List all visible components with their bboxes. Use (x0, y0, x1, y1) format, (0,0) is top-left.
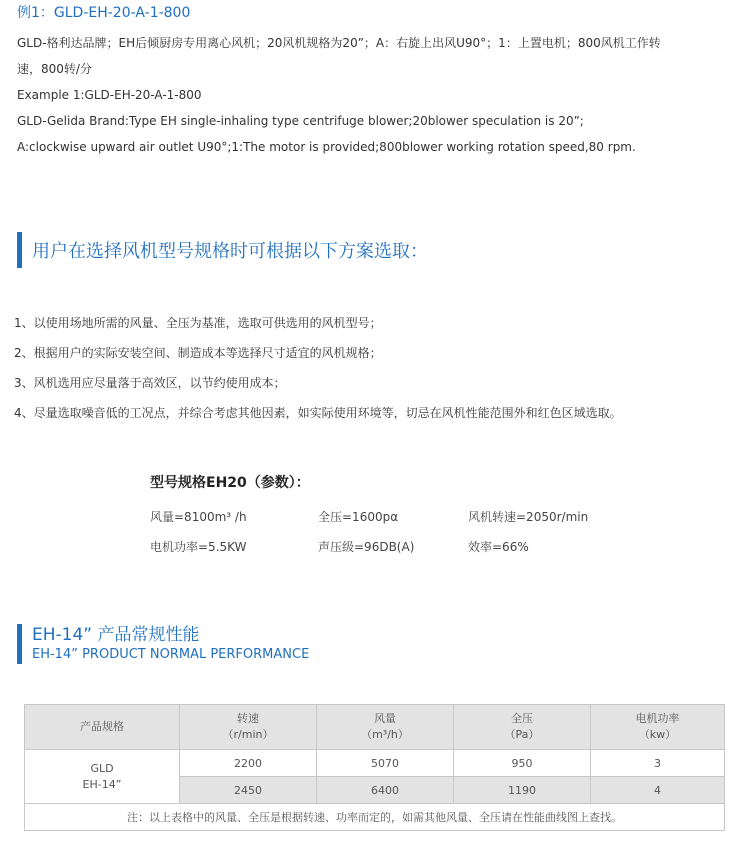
cell-speed: 2450 (180, 777, 317, 804)
performance-table (24, 704, 725, 831)
param-efficiency: 效率=66% (468, 540, 529, 554)
table-header-row (25, 705, 725, 750)
param-airflow: 风量=8100m³ /h (150, 510, 247, 524)
selection-heading-text: 用户在选择风机型号规格时可根据以下方案选取： (32, 241, 428, 262)
params-row (150, 532, 588, 562)
heading-accent-bar (17, 232, 22, 268)
header-pressure: 全压 （Pa） (454, 705, 591, 750)
rule-item: 4、尽量选取噪音低的工况点，并综合考虑其他因素，如实际使用环境等，切忌在风机性能范围外和红色区域选取。 (14, 406, 622, 420)
product-heading (17, 624, 309, 664)
params-block (150, 472, 588, 562)
rule-item: 1、以使用场地所需的风量、全压为基准，选取可供选用的风机型号； (14, 316, 382, 330)
param-speed: 风机转速=2050r/min (468, 510, 589, 524)
table-note: 注：以上表格中的风量、全压是根据转速、功率而定的，如需其他风量、全压请在性能曲线图上查找。 (25, 804, 725, 831)
model-cell: GLD EH-14” (25, 750, 180, 804)
header-model: 产品规格 (25, 705, 180, 750)
header-airflow: 风量 （m³/h） (317, 705, 454, 750)
heading-accent-bar (17, 624, 22, 664)
selection-rules (14, 308, 744, 428)
cell-pressure: 1190 (454, 777, 591, 804)
example-section (17, 0, 737, 160)
rule-item: 3、风机选用应尽量落于高效区，以节约使用成本； (14, 376, 286, 390)
params-title: 型号规格EH20（参数）： (150, 475, 310, 491)
params-row (150, 502, 588, 532)
header-speed: 转速 （r/min） (180, 705, 317, 750)
rule-item: 2、根据用户的实际安装空间、制造成本等选择尺寸适宜的风机规格； (14, 346, 382, 360)
param-pressure: 全压=1600pα (318, 510, 399, 524)
cell-speed: 2200 (180, 750, 317, 777)
cell-pressure: 950 (454, 750, 591, 777)
example-line: GLD-Gelida Brand:Type EH single-inhaling type centrifuge blower;20blower speculation is 20”; (17, 114, 584, 128)
example-line: GLD-格利达品牌；EH后倾厨房专用离心风机；20风机规格为20”；A：右旋上出风U90°；1：上置电机；800风机工作转 (17, 36, 661, 50)
example-line: Example 1:GLD-EH-20-A-1-800 (17, 88, 202, 102)
example-title: 例1：GLD-EH-20-A-1-800 (17, 5, 191, 21)
cell-motor-power: 3 (591, 750, 725, 777)
param-sound-level: 声压级=96DB(A) (318, 540, 415, 554)
example-line: 速，800转/分 (17, 62, 92, 76)
cell-airflow: 6400 (317, 777, 454, 804)
cell-airflow: 5070 (317, 750, 454, 777)
header-motor-power: 电机功率 （kw） (591, 705, 725, 750)
product-title-en: EH-14” PRODUCT NORMAL PERFORMANCE (32, 647, 310, 662)
product-title-zh: EH-14” 产品常规性能 (32, 625, 200, 645)
cell-motor-power: 4 (591, 777, 725, 804)
param-motor-power: 电机功率=5.5KW (150, 540, 247, 554)
table-row (25, 750, 725, 777)
example-line: A:clockwise upward air outlet U90°;1:The motor is provided;800blower working rotation speed,80 rpm. (17, 140, 636, 154)
selection-heading (17, 232, 428, 268)
table-note-row (25, 804, 725, 831)
